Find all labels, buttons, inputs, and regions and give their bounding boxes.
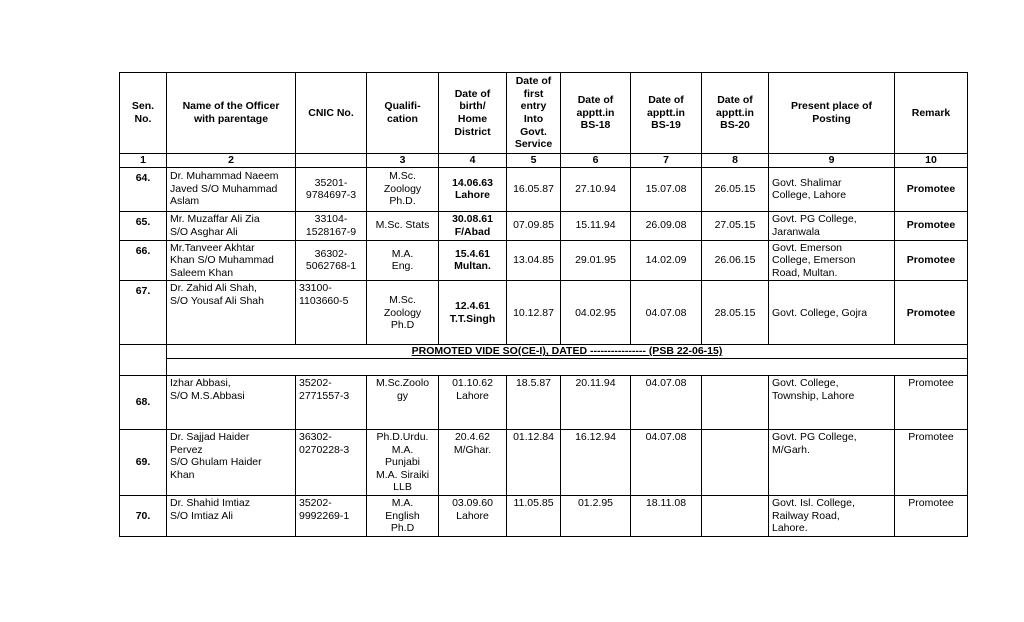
bs20-date-line: 26.06.15 bbox=[714, 254, 756, 267]
officer-name bbox=[167, 240, 296, 281]
date-of-birth bbox=[439, 429, 507, 495]
qualification-line: M.A. bbox=[391, 443, 414, 456]
date-of-birth-line: Multan. bbox=[454, 260, 491, 273]
remark bbox=[895, 495, 968, 536]
serial-number-line: 68. bbox=[135, 396, 151, 409]
bs20-date bbox=[702, 495, 769, 536]
date-of-birth-line: Lahore bbox=[456, 509, 489, 522]
first-entry-date-line: 01.12.84 bbox=[513, 430, 554, 443]
present-posting-line: Govt. PG College, bbox=[772, 213, 857, 225]
bs18-date-line: 29.01.95 bbox=[575, 254, 616, 267]
bs19-date-line: 14.02.09 bbox=[645, 254, 687, 267]
header-officer-name: Name of the Officer with parentage bbox=[167, 73, 296, 154]
present-posting bbox=[769, 211, 895, 240]
present-posting bbox=[769, 240, 895, 281]
bs18-date-line: 15.11.94 bbox=[575, 219, 616, 232]
serial-number-line: 67. bbox=[135, 285, 151, 298]
column-number: 2 bbox=[167, 154, 296, 168]
officer-name-line: Dr. Zahid Ali Shah, bbox=[170, 282, 257, 295]
officer-name-line: Aslam bbox=[170, 195, 200, 208]
first-entry-date-line: 13.04.85 bbox=[513, 254, 554, 267]
officer-name-line: Dr. Shahid Imtiaz bbox=[170, 496, 250, 509]
serial-number bbox=[120, 429, 167, 495]
cnic-number-line: 36302- bbox=[314, 247, 348, 260]
bs18-date bbox=[561, 429, 631, 495]
officer-name-line: Khan bbox=[170, 468, 195, 481]
cnic-number bbox=[296, 375, 367, 429]
remark-line: Promotee bbox=[908, 430, 954, 443]
qualification-line: Ph.D bbox=[390, 522, 415, 535]
bs19-date-line: 18.11.08 bbox=[645, 496, 687, 509]
bs19-date-line: 15.07.08 bbox=[645, 182, 687, 195]
column-number-blank bbox=[296, 154, 367, 168]
present-posting bbox=[769, 495, 895, 536]
qualification bbox=[367, 211, 439, 240]
qualification-line: M.A. bbox=[391, 247, 414, 260]
table-row bbox=[120, 211, 968, 240]
first-entry-date-line: 10.12.87 bbox=[513, 306, 554, 319]
cnic-number-line: 35202- bbox=[299, 496, 332, 509]
qualification bbox=[367, 375, 439, 429]
bs20-date bbox=[702, 211, 769, 240]
bs19-date bbox=[631, 495, 702, 536]
officer-name-line: S/O M.S.Abbasi bbox=[170, 389, 245, 402]
date-of-birth bbox=[439, 495, 507, 536]
first-entry-date-line: 16.05.87 bbox=[513, 182, 554, 195]
cnic-number bbox=[296, 240, 367, 281]
qualification-line: Punjabi bbox=[384, 456, 421, 469]
cnic-number bbox=[296, 167, 367, 211]
date-of-birth-line: 12.4.61 bbox=[454, 300, 491, 313]
officers-table bbox=[119, 72, 968, 537]
present-posting-line: Govt. College, bbox=[772, 376, 839, 389]
present-posting-line: M/Garh. bbox=[772, 443, 810, 456]
officer-name-line: Mr.Tanveer Akhtar bbox=[170, 241, 255, 254]
present-posting bbox=[769, 167, 895, 211]
cnic-number bbox=[296, 211, 367, 240]
bs19-date-line: 04.07.08 bbox=[645, 430, 687, 443]
qualification-line: Eng. bbox=[391, 260, 414, 273]
section-gap-row bbox=[120, 358, 968, 375]
section-gap-cell bbox=[167, 358, 968, 375]
serial-number-line: 65. bbox=[135, 215, 151, 228]
cnic-number-line: 9992269-1 bbox=[299, 509, 350, 522]
qualification-line: Ph.D. bbox=[389, 195, 416, 208]
cnic-number-line: 9784697-3 bbox=[305, 189, 357, 202]
present-posting-line: College, Lahore bbox=[772, 189, 847, 202]
date-of-birth bbox=[439, 375, 507, 429]
header-bs19: Date of apptt.in BS-19 bbox=[631, 73, 702, 154]
column-number: 9 bbox=[769, 154, 895, 168]
bs20-date bbox=[702, 281, 769, 345]
serial-number-line: 69. bbox=[135, 456, 151, 469]
column-number: 7 bbox=[631, 154, 702, 168]
first-entry-date bbox=[507, 375, 561, 429]
bs18-date bbox=[561, 240, 631, 281]
qualification-line: M.Sc. bbox=[389, 170, 416, 183]
qualification-line: M.Sc. bbox=[389, 293, 416, 306]
present-posting-line: Govt. Shalimar bbox=[772, 176, 842, 189]
bs19-date bbox=[631, 211, 702, 240]
officer-name bbox=[167, 281, 296, 345]
date-of-birth-line: 01.10.62 bbox=[452, 376, 493, 389]
officer-name bbox=[167, 211, 296, 240]
bs19-date bbox=[631, 240, 702, 281]
header-bs18: Date of apptt.in BS-18 bbox=[561, 73, 631, 154]
present-posting bbox=[769, 429, 895, 495]
remark-line: Promotee bbox=[906, 182, 956, 195]
bs18-date-line: 20.11.94 bbox=[575, 376, 616, 389]
remark bbox=[895, 429, 968, 495]
bs19-date-line: 04.07.08 bbox=[645, 376, 687, 389]
remark-line: Promotee bbox=[906, 219, 956, 232]
section-title-row bbox=[120, 345, 968, 359]
officer-name-line: Javed S/O Muhammad bbox=[170, 182, 278, 195]
serial-number-line: 70. bbox=[135, 509, 151, 522]
first-entry-date bbox=[507, 211, 561, 240]
bs18-date bbox=[561, 167, 631, 211]
cnic-number-line: 36302- bbox=[299, 430, 332, 443]
serial-number-line: 64. bbox=[135, 171, 151, 184]
header-sen-no: Sen. No. bbox=[120, 73, 167, 154]
officer-name-line: S/O Asghar Ali bbox=[170, 225, 238, 238]
officer-name bbox=[167, 167, 296, 211]
officer-name-line: Izhar Abbasi, bbox=[170, 376, 231, 389]
qualification-line: Ph.D.Urdu. bbox=[376, 430, 429, 443]
serial-number bbox=[120, 281, 167, 345]
bs18-date-line: 16.12.94 bbox=[575, 430, 616, 443]
table-row bbox=[120, 429, 968, 495]
column-number-row bbox=[120, 154, 968, 168]
header-date-of-birth: Date of birth/ Home District bbox=[439, 73, 507, 154]
present-posting-line: Lahore. bbox=[772, 522, 808, 535]
table-row bbox=[120, 240, 968, 281]
remark bbox=[895, 211, 968, 240]
qualification-line: English bbox=[385, 509, 420, 522]
table-row bbox=[120, 495, 968, 536]
qualification-line: gy bbox=[396, 389, 409, 402]
bs20-date bbox=[702, 429, 769, 495]
bs20-date bbox=[702, 375, 769, 429]
present-posting-line: Jaranwala bbox=[772, 225, 820, 238]
section-title: PROMOTED VIDE SO(CE-I), DATED ---------------- (PSB 22-06-15) bbox=[167, 345, 968, 359]
date-of-birth-line: T.T.Singh bbox=[449, 312, 496, 325]
header-remark: Remark bbox=[895, 73, 968, 154]
officer-name-line: Saleem Khan bbox=[170, 266, 234, 279]
officer-name bbox=[167, 375, 296, 429]
qualification-line: Ph.D bbox=[390, 319, 415, 332]
first-entry-date bbox=[507, 495, 561, 536]
first-entry-date bbox=[507, 429, 561, 495]
remark-line: Promotee bbox=[906, 306, 956, 319]
date-of-birth bbox=[439, 240, 507, 281]
first-entry-date-line: 07.09.85 bbox=[513, 219, 554, 232]
first-entry-date-line: 11.05.85 bbox=[513, 496, 554, 509]
remark bbox=[895, 240, 968, 281]
serial-number bbox=[120, 211, 167, 240]
remark bbox=[895, 375, 968, 429]
serial-number bbox=[120, 240, 167, 281]
officer-name-line: Mr. Muzaffar Ali Zia bbox=[170, 213, 260, 225]
bs20-date bbox=[702, 167, 769, 211]
table-row bbox=[120, 281, 968, 345]
column-number: 3 bbox=[367, 154, 439, 168]
date-of-birth-line: 15.4.61 bbox=[454, 247, 491, 260]
remark bbox=[895, 167, 968, 211]
cnic-number-line: 33100- bbox=[299, 282, 332, 295]
bs19-date bbox=[631, 375, 702, 429]
bs18-date bbox=[561, 281, 631, 345]
cnic-number-line: 33104- bbox=[314, 213, 348, 225]
remark bbox=[895, 281, 968, 345]
qualification bbox=[367, 429, 439, 495]
qualification bbox=[367, 240, 439, 281]
cnic-number-line: 0270228-3 bbox=[299, 443, 350, 456]
first-entry-date-line: 18.5.87 bbox=[515, 376, 552, 389]
date-of-birth-line: 03.09.60 bbox=[452, 496, 493, 509]
date-of-birth-line: 20.4.62 bbox=[454, 430, 491, 443]
present-posting-line: Railway Road, bbox=[772, 509, 840, 522]
cnic-number-line: 5062768-1 bbox=[305, 260, 357, 273]
header-posting: Present place of Posting bbox=[769, 73, 895, 154]
section-title-spacer bbox=[120, 345, 167, 376]
column-number: 5 bbox=[507, 154, 561, 168]
date-of-birth-line: Lahore bbox=[456, 389, 489, 402]
officer-name bbox=[167, 429, 296, 495]
cnic-number-line: 2771557-3 bbox=[299, 389, 350, 402]
bs19-date bbox=[631, 429, 702, 495]
table-row bbox=[120, 375, 968, 429]
first-entry-date bbox=[507, 240, 561, 281]
first-entry-date bbox=[507, 281, 561, 345]
bs18-date bbox=[561, 211, 631, 240]
present-posting bbox=[769, 375, 895, 429]
header-cnic: CNIC No. bbox=[296, 73, 367, 154]
serial-number bbox=[120, 375, 167, 429]
present-posting-line: College, Emerson bbox=[772, 254, 856, 267]
bs20-date-line: 28.05.15 bbox=[714, 306, 756, 319]
present-posting-line: Township, Lahore bbox=[772, 389, 855, 402]
qualification-line: Zoology bbox=[383, 306, 422, 319]
present-posting-line: Govt. Isl. College, bbox=[772, 496, 855, 509]
qualification-line: LLB bbox=[393, 481, 412, 494]
date-of-birth-line: M/Ghar. bbox=[453, 443, 492, 456]
date-of-birth bbox=[439, 167, 507, 211]
officer-name-line: S/O Imtiaz Ali bbox=[170, 509, 234, 522]
officer-name-line: Dr. Sajjad Haider bbox=[170, 430, 250, 443]
cnic-number-line: 1103660-5 bbox=[299, 294, 349, 307]
officer-name-line: S/O Yousaf Ali Shah bbox=[170, 294, 264, 307]
qualification-line: M.Sc.Zoolo bbox=[375, 376, 430, 389]
qualification-line: M.Sc. Stats bbox=[375, 219, 430, 232]
header-qualification: Qualifi- cation bbox=[367, 73, 439, 154]
bs18-date-line: 27.10.94 bbox=[575, 182, 616, 195]
officer-name bbox=[167, 495, 296, 536]
remark-line: Promotee bbox=[908, 376, 954, 389]
column-number: 8 bbox=[702, 154, 769, 168]
qualification bbox=[367, 495, 439, 536]
officer-name-line: S/O Ghulam Haider bbox=[170, 456, 262, 469]
header-row bbox=[120, 73, 968, 154]
table-row bbox=[120, 167, 968, 211]
date-of-birth-line: 14.06.63 bbox=[452, 176, 493, 189]
cnic-number-line: 1528167-9 bbox=[305, 225, 357, 238]
serial-number bbox=[120, 495, 167, 536]
first-entry-date bbox=[507, 167, 561, 211]
cnic-number bbox=[296, 281, 367, 345]
present-posting bbox=[769, 281, 895, 345]
column-number: 4 bbox=[439, 154, 507, 168]
qualification bbox=[367, 281, 439, 345]
officer-name-line: Dr. Muhammad Naeem bbox=[170, 170, 279, 183]
date-of-birth-line: F/Abad bbox=[454, 225, 491, 238]
qualification-line: M.A. bbox=[391, 496, 414, 509]
qualification bbox=[367, 167, 439, 211]
bs19-date bbox=[631, 281, 702, 345]
qualification-line: Zoology bbox=[383, 182, 422, 195]
header-bs20: Date of apptt.in BS-20 bbox=[702, 73, 769, 154]
present-posting-line: Govt. College, Gojra bbox=[772, 306, 868, 319]
bs18-date-line: 01.2.95 bbox=[577, 496, 614, 509]
bs18-date bbox=[561, 375, 631, 429]
cnic-number bbox=[296, 429, 367, 495]
bs20-date bbox=[702, 240, 769, 281]
officer-name-line: Pervez bbox=[170, 443, 203, 456]
bs19-date-line: 04.07.08 bbox=[645, 306, 687, 319]
header-first-entry: Date of first entry Into Govt. Service bbox=[507, 73, 561, 154]
bs19-date bbox=[631, 167, 702, 211]
serial-number-line: 66. bbox=[135, 244, 151, 257]
cnic-number-line: 35201- bbox=[314, 176, 348, 189]
qualification-line: M.A. Siraiki bbox=[375, 468, 430, 481]
date-of-birth-line: Lahore bbox=[454, 189, 490, 202]
cnic-number-line: 35202- bbox=[299, 376, 332, 389]
column-number: 1 bbox=[120, 154, 167, 168]
bs20-date-line: 27.05.15 bbox=[714, 219, 756, 232]
cnic-number bbox=[296, 495, 367, 536]
present-posting-line: Govt. PG College, bbox=[772, 430, 857, 443]
remark-line: Promotee bbox=[906, 254, 956, 267]
bs18-date-line: 04.02.95 bbox=[575, 306, 616, 319]
bs19-date-line: 26.09.08 bbox=[645, 219, 687, 232]
serial-number bbox=[120, 167, 167, 211]
column-number: 6 bbox=[561, 154, 631, 168]
date-of-birth bbox=[439, 211, 507, 240]
column-number: 10 bbox=[895, 154, 968, 168]
date-of-birth bbox=[439, 281, 507, 345]
officer-name-line: Khan S/O Muhammad bbox=[170, 254, 274, 267]
bs20-date-line: 26.05.15 bbox=[714, 182, 756, 195]
present-posting-line: Road, Multan. bbox=[772, 266, 838, 279]
date-of-birth-line: 30.08.61 bbox=[452, 213, 493, 225]
bs18-date bbox=[561, 495, 631, 536]
remark-line: Promotee bbox=[908, 496, 954, 509]
present-posting-line: Govt. Emerson bbox=[772, 241, 843, 254]
